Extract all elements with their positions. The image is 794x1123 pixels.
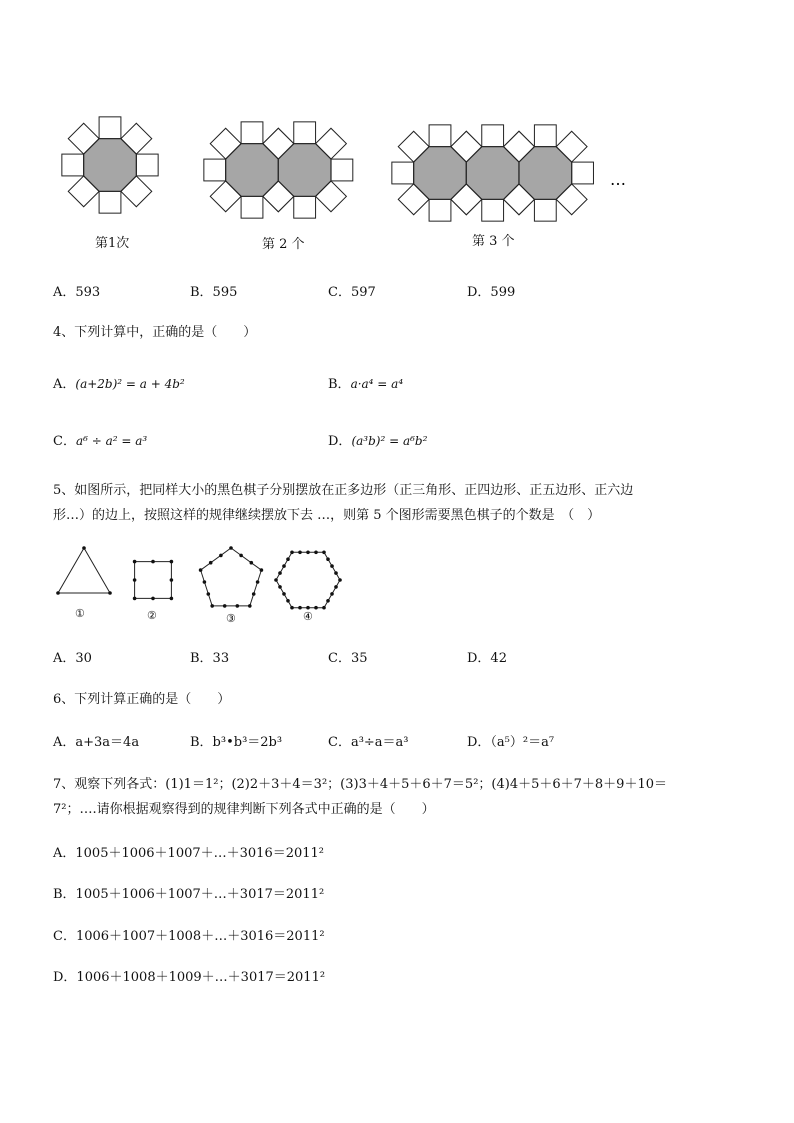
chess-piece-dot xyxy=(133,597,137,601)
gray-octagon xyxy=(414,147,467,200)
chess-piece-dot xyxy=(203,580,207,584)
white-square xyxy=(99,191,121,213)
q4-option-d-label: D． xyxy=(328,434,352,449)
chess-piece-dot xyxy=(223,604,227,608)
q5-option-b: B．33 xyxy=(190,651,230,666)
q4-option-a xyxy=(53,375,185,394)
chess-piece-dot xyxy=(290,551,294,555)
chess-piece-dot xyxy=(248,604,252,608)
chess-piece-dot xyxy=(290,606,294,610)
chess-piece-dot xyxy=(170,597,174,601)
chess-piece-dot xyxy=(133,560,137,564)
q6-option-d: D．（a⁵）²＝a⁷ xyxy=(467,735,555,750)
q7-option-a: A．1005＋1006＋1007＋…＋3016＝2011² xyxy=(53,846,325,861)
chess-piece-dot xyxy=(298,606,302,610)
chess-piece-dot xyxy=(274,578,278,582)
figure-caption-3: 第 3 个 xyxy=(472,234,515,249)
chess-piece-dot xyxy=(133,578,137,582)
octagon-group xyxy=(62,117,594,221)
q7-option-b: B．1005＋1006＋1007＋…＋3017＝2011² xyxy=(53,887,325,902)
polygon-label-1: ① xyxy=(75,607,85,620)
chess-piece-dot xyxy=(170,560,174,564)
q7-stem-line-1: 7、观察下列各式：(1)1＝1²；(2)2＋3＋4＝3²；(3)3＋4＋5＋6＋7＝5²；(4)4＋5＋6＋7＋8＋9＋10＝ xyxy=(53,777,667,792)
gray-octagon xyxy=(278,144,331,197)
chess-piece-dot xyxy=(314,551,318,555)
gray-octagon xyxy=(466,147,519,200)
white-square xyxy=(482,199,504,221)
figure-ellipsis: … xyxy=(610,170,626,189)
q4-option-a-expr: (a+2b)² = a + 4b² xyxy=(75,377,185,391)
chess-piece-dot xyxy=(278,585,282,589)
q6-option-a: A．a+3a＝4a xyxy=(53,735,140,750)
chess-piece-dot xyxy=(282,592,286,596)
q4-option-a-label: A． xyxy=(53,377,76,392)
chess-piece-dot xyxy=(236,604,240,608)
white-square xyxy=(534,199,556,221)
figure-caption-2: 第 2 个 xyxy=(262,237,305,252)
chess-piece-dot xyxy=(334,585,338,589)
white-square xyxy=(294,122,316,144)
chess-piece-dot xyxy=(306,551,310,555)
chess-piece-dot xyxy=(82,546,86,550)
chess-polygon-figure xyxy=(0,540,794,630)
q4-option-d xyxy=(328,432,427,451)
chess-piece-dot xyxy=(322,551,326,555)
chess-piece-dot xyxy=(250,561,254,565)
q4-option-c xyxy=(53,432,147,451)
regular-polygon xyxy=(58,548,110,593)
gray-octagon xyxy=(519,147,572,200)
white-square xyxy=(99,117,121,139)
chess-piece-dot xyxy=(278,571,282,575)
figure-caption-1: 第1次 xyxy=(95,236,130,251)
chess-piece-dot xyxy=(170,578,174,582)
octagon-pattern-figure xyxy=(0,0,794,270)
regular-polygon xyxy=(201,548,262,606)
white-square xyxy=(62,154,84,176)
chess-piece-dot xyxy=(286,599,290,603)
chess-piece-dot xyxy=(282,564,286,568)
q4-option-c-label: C． xyxy=(53,434,76,449)
white-square xyxy=(136,154,158,176)
white-square xyxy=(241,196,263,218)
chess-piece-dot xyxy=(326,599,330,603)
polygon-label-4: ④ xyxy=(303,610,313,623)
chess-piece-dot xyxy=(210,604,214,608)
polygon-label-3: ③ xyxy=(226,612,236,625)
q3-option-a: A．593 xyxy=(53,285,101,300)
chess-piece-dot xyxy=(330,592,334,596)
q5-option-d: D．42 xyxy=(467,651,507,666)
chess-piece-dot xyxy=(207,592,211,596)
regular-polygon xyxy=(276,552,340,607)
polygon-label-2: ② xyxy=(147,609,157,622)
white-square xyxy=(534,125,556,147)
q7-option-c: C．1006＋1007＋1008＋…＋3016＝2011² xyxy=(53,929,325,944)
q6-stem: 6、下列计算正确的是（ ） xyxy=(53,692,231,707)
q7-stem-line-2: 7²；….请你根据观察得到的规律判断下列各式中正确的是（ ） xyxy=(53,802,435,817)
chess-piece-dot xyxy=(219,554,223,558)
white-square xyxy=(294,196,316,218)
q5-stem-line-2: 形…）的边上，按照这样的规律继续摆放下去 …，则第 5 个图形需要黑色棋子的个数是 （ ） xyxy=(53,508,601,523)
white-square xyxy=(241,122,263,144)
white-square xyxy=(429,199,451,221)
chess-piece-dot xyxy=(229,546,233,550)
chess-piece-dot xyxy=(209,561,213,565)
chess-piece-dot xyxy=(298,551,302,555)
chess-piece-dot xyxy=(199,568,203,572)
chess-piece-dot xyxy=(252,592,256,596)
gray-octagon xyxy=(226,144,279,197)
q5-stem-line-1: 5、如图所示，把同样大小的黑色棋子分别摆放在正多边形（正三角形、正四边形、正五边形、正六边 xyxy=(53,483,634,498)
q5-option-c: C．35 xyxy=(328,651,368,666)
regular-polygon xyxy=(135,562,172,599)
q3-option-c: C．597 xyxy=(328,285,376,300)
chess-piece-dot xyxy=(239,554,243,558)
q4-stem: 4、下列计算中，正确的是（ ） xyxy=(53,325,257,340)
q3-option-b: B．595 xyxy=(190,285,238,300)
polygon-group xyxy=(56,546,342,609)
white-square xyxy=(331,159,353,181)
q4-option-c-expr: a⁶ ÷ a² = a³ xyxy=(75,434,148,448)
white-square xyxy=(392,162,414,184)
q5-option-a: A．30 xyxy=(53,651,92,666)
chess-piece-dot xyxy=(330,564,334,568)
chess-piece-dot xyxy=(260,568,264,572)
chess-piece-dot xyxy=(151,597,155,601)
chess-piece-dot xyxy=(338,578,342,582)
q4-option-b-label: B． xyxy=(328,377,351,392)
q4-option-d-expr: (a³b)² = a⁶b² xyxy=(351,434,428,448)
gray-octagon xyxy=(84,139,137,192)
q4-option-b xyxy=(328,375,403,394)
chess-piece-dot xyxy=(56,591,60,595)
chess-piece-dot xyxy=(322,606,326,610)
chess-piece-dot xyxy=(286,557,290,561)
chess-piece-dot xyxy=(306,606,310,610)
white-square xyxy=(429,125,451,147)
q3-option-d: D．599 xyxy=(467,285,516,300)
chess-piece-dot xyxy=(334,571,338,575)
q7-option-d: D．1006＋1008＋1009＋…＋3017＝2011² xyxy=(53,970,326,985)
q6-option-c: C．a³÷a＝a³ xyxy=(328,735,409,750)
white-square xyxy=(204,159,226,181)
white-square xyxy=(482,125,504,147)
chess-piece-dot xyxy=(326,557,330,561)
chess-piece-dot xyxy=(108,591,112,595)
q4-option-b-expr: a·a⁴ = a⁴ xyxy=(350,377,404,391)
white-square xyxy=(572,162,594,184)
chess-piece-dot xyxy=(314,606,318,610)
q6-option-b: B．b³•b³＝2b³ xyxy=(190,735,283,750)
chess-piece-dot xyxy=(151,560,155,564)
chess-piece-dot xyxy=(256,580,260,584)
